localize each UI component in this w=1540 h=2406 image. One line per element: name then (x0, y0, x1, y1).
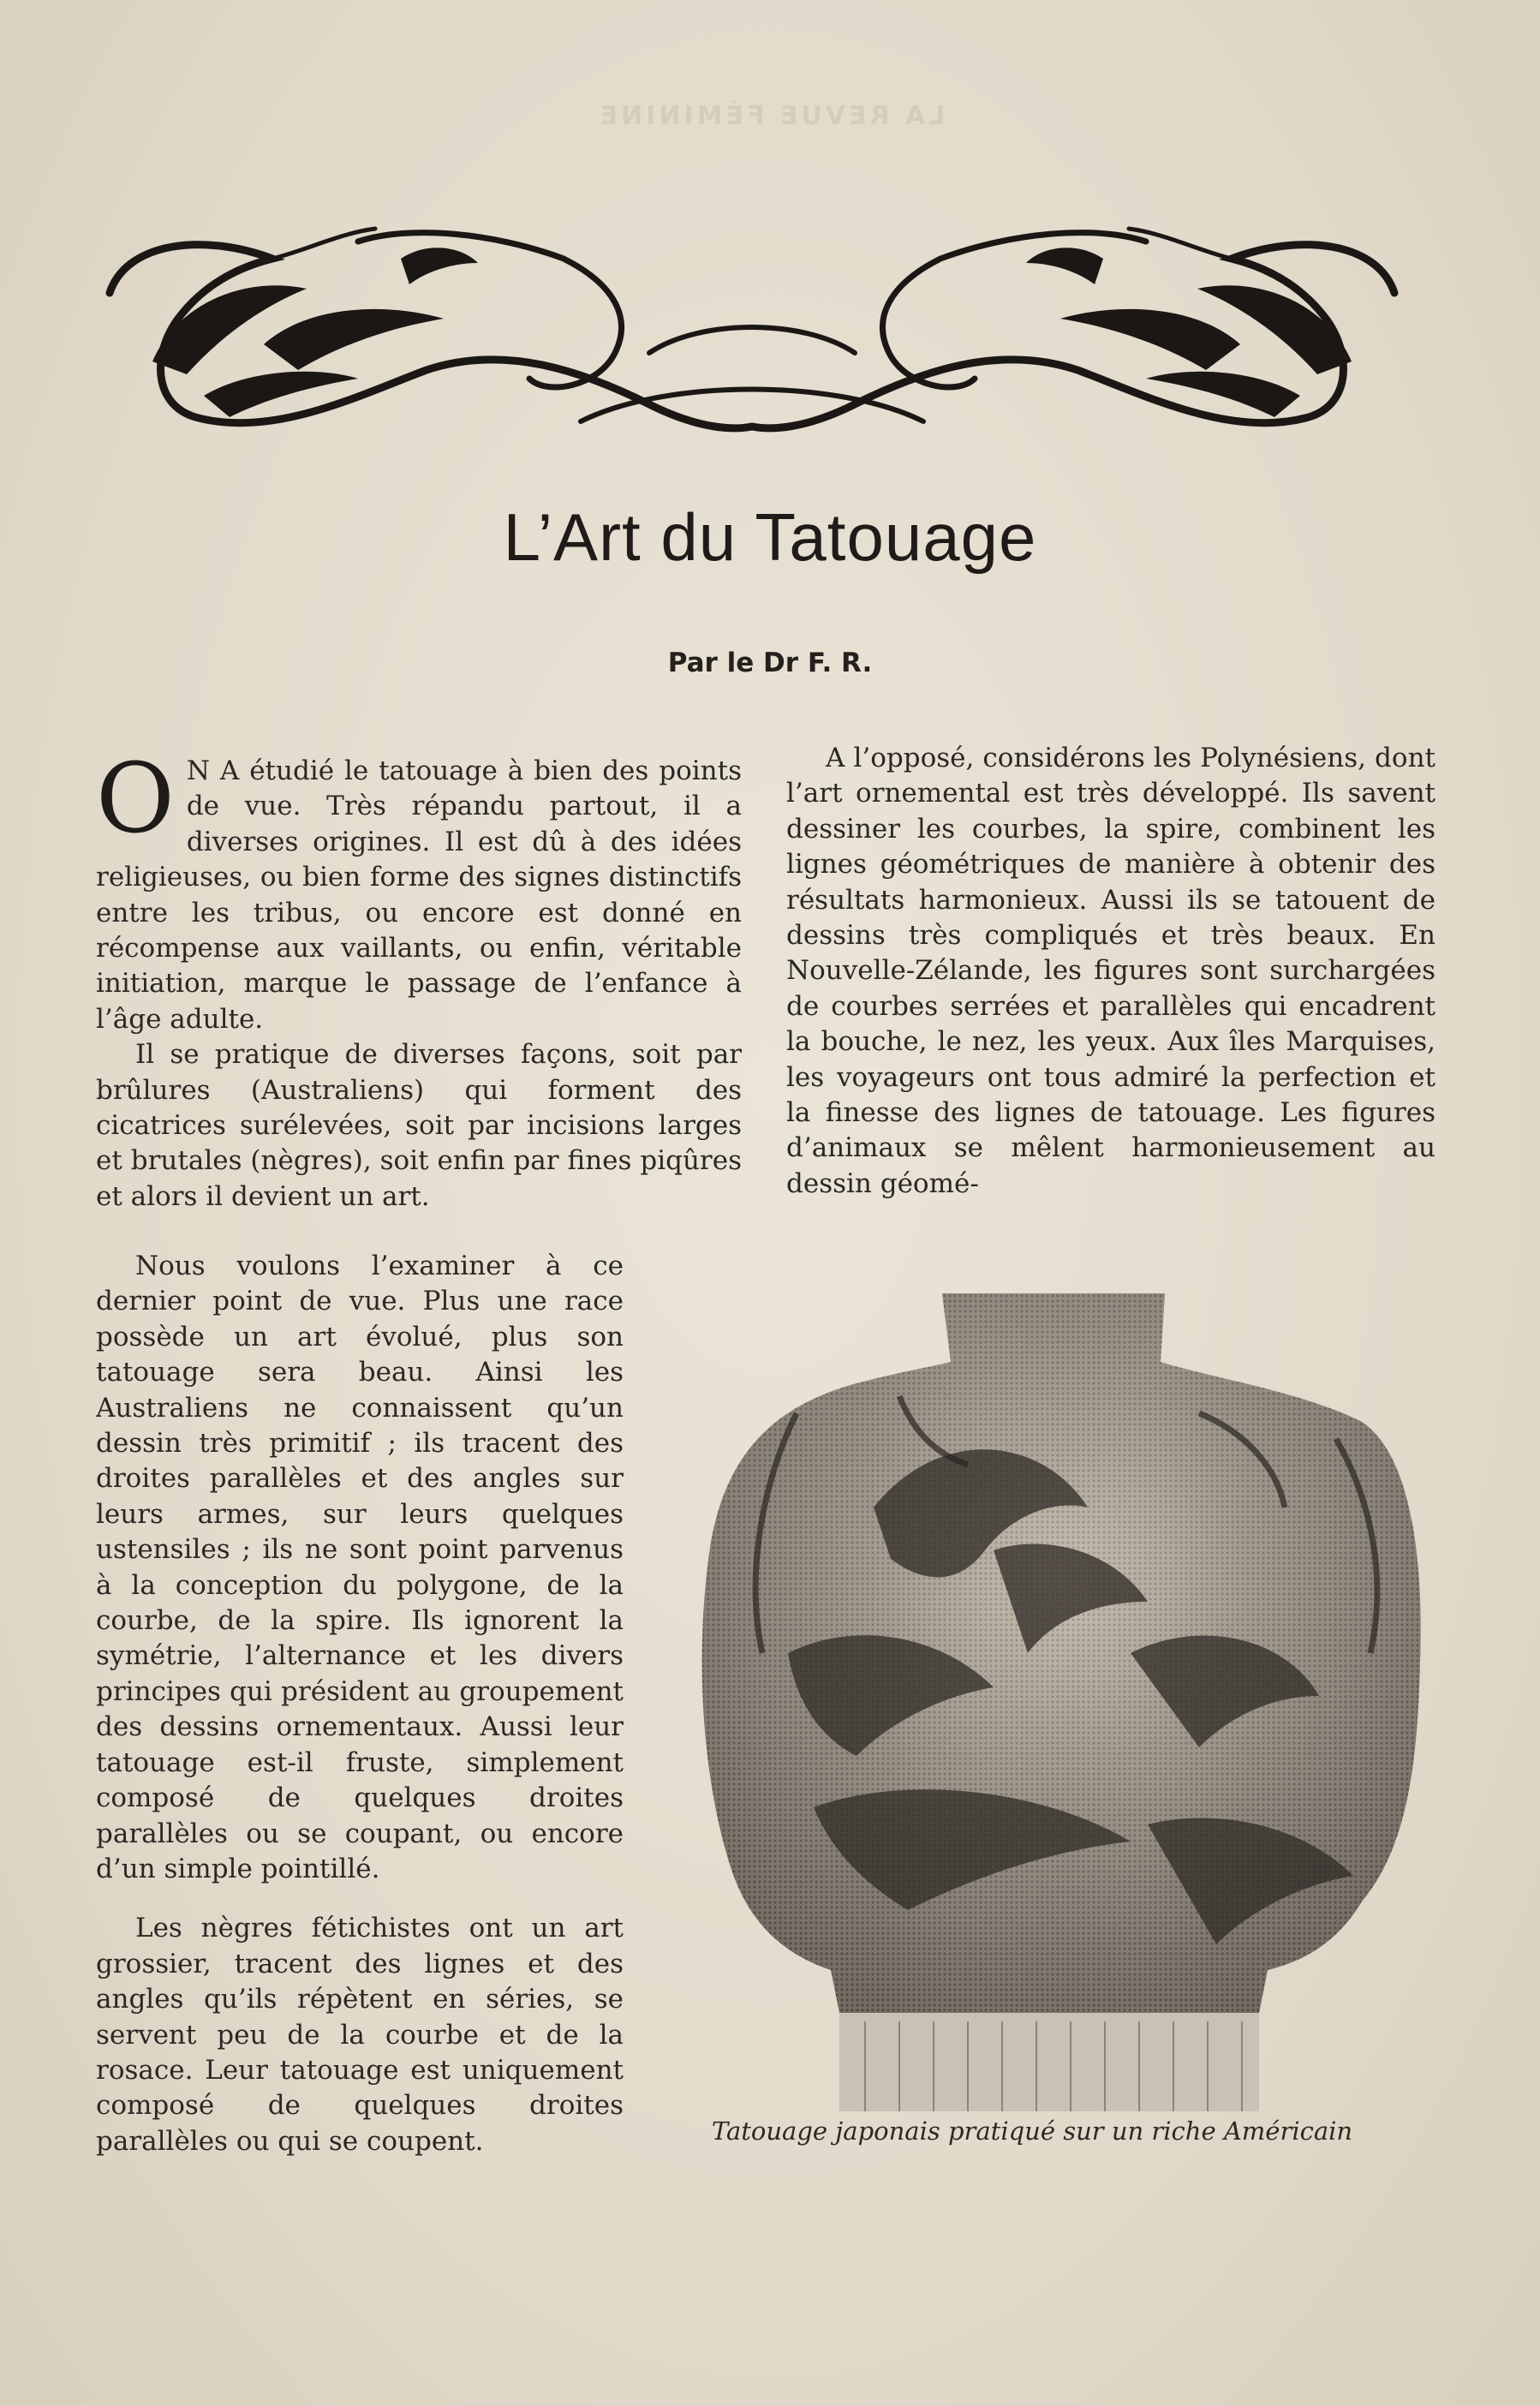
art-nouveau-ornament (101, 224, 1403, 445)
drop-cap: O (96, 743, 175, 855)
paragraph-1 (96, 743, 742, 1037)
article-byline: Par le Dr F. R. (667, 648, 873, 678)
bleed-through-header: LA REVUE FÉMININE (596, 101, 946, 131)
paragraph-3: Nous voulons l’examiner à ce dernier point de vue. Plus une race possède un art évolué, plus son tatouage sera beau. Ainsi les Australiens ne connaissent qu’un dessin très primitif ; ils tracent des droites parallèles et des angles sur leurs armes, sur leurs quelques ustensiles ; ils ne sont point parvenus à la conception du polygone, de la courbe, de la spire. Ils ignorent la symétrie, l’alternance et les divers principes qui président au groupement des dessins ornementaux. Aussi leur tatouage est-il fruste, simplement composé de quelques droites parallèles ou se coupant, ou encore d’un simple pointillé. (96, 1251, 624, 1884)
left-column-top (96, 743, 742, 1215)
paragraph-1-text: N A étudié le tatouage à bien des points de vue. Très répandu partout, il a diverses origines. Il est dû à des idées religieuses, ou bien forme des signes distinctifs entre les tribus, ou encore est donné en récompense aux vaillants, ou enfin, véritable initiation, marque le passage de l’enfance à l’âge adulte. (96, 755, 742, 1035)
paragraph-2: Il se pratique de diverses façons, soit par brûlures (Australiens) qui forment des cicatrices surélevées, soit par incisions larges et brutales (nègres), soit enfin par fines piqûres et alors il devient un art. (96, 1039, 742, 1212)
left-column-narrow (96, 1249, 624, 2159)
photo-caption: Tatouage japonais pratiqué sur un riche Américain (711, 2116, 1353, 2146)
tattooed-torso-photo (685, 1293, 1424, 2111)
paragraph-right-1: A l’opposé, considérons les Polynésiens, dont l’art ornemental est très développé. Ils savent dessiner les courbes, la spire, combinent les lignes géométriques de manière à obtenir des résultats harmonieux. Aussi ils se tatouent de dessins très compliqués et très beaux. En Nouvelle-Zélande, les figures sont surchargées de courbes serrées et parallèles qui encadrent la bouche, le nez, les yeux. Aux îles Marquises, les voyageurs ont tous admiré la perfection et la finesse des lignes de tatouage. Les figures d’animaux se mêlent harmonieusement au dessin géomé- (786, 743, 1436, 1199)
right-column-top (786, 741, 1436, 1202)
paragraph-4: Les nègres fétichistes ont un art grossier, tracent des lignes et des angles qu’ils répètent en séries, se servent peu de la courbe et de la rosace. Leur tatouage est uniquement composé de quelques droites parallèles ou qui se coupent. (96, 1913, 624, 2157)
article-title: L’Art du Tatouage (503, 499, 1037, 575)
